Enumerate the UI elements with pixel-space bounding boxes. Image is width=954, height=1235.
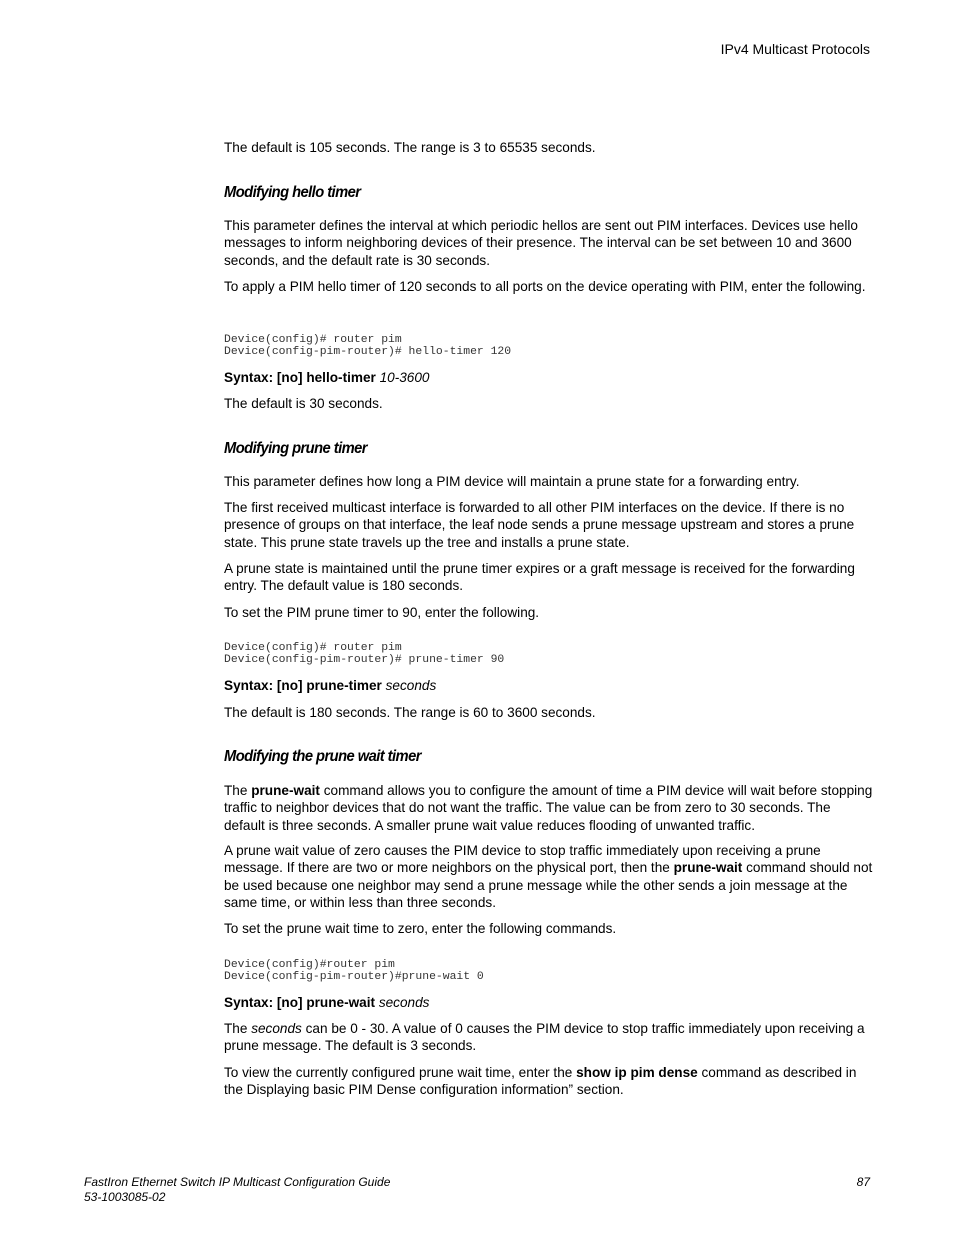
wait-paragraph-4	[224, 1020, 874, 1055]
page-number: 87	[856, 1175, 870, 1189]
wait-p5-text-a: To view the currently configured prune wait time, enter the	[224, 1065, 577, 1080]
wait-syntax-param: seconds	[378, 995, 430, 1010]
wait-p4-text-a: The	[224, 1021, 252, 1036]
footer-doc-number: 53-1003085-02	[84, 1190, 166, 1204]
prune-paragraph-1: This parameter defines how long a PIM device will maintain a prune state for a forwarding entry.	[224, 474, 800, 489]
hello-code-block: Device(config)# router pim Device(config-pim-router)# hello-timer 120	[224, 334, 512, 359]
wait-syntax	[224, 994, 429, 1011]
hello-default: The default is 30 seconds.	[224, 396, 383, 411]
wait-p1-text-c: command allows you to configure the amount of time a PIM device will wait before stopping traffic to neighbor devices that do not want the traffic. The value can be from zero to 30 seconds. The default is three seconds. A smaller prune wait value reduces flooding of unwanted traffic.	[224, 783, 873, 833]
wait-paragraph-2	[224, 842, 874, 911]
heading-prune-wait-timer: Modifying the prune wait timer	[224, 748, 421, 765]
wait-p4-param: seconds	[251, 1021, 302, 1036]
hello-syntax-command: Syntax: [no] hello-timer	[224, 370, 380, 385]
footer-title: FastIron Ethernet Switch IP Multicast Configuration Guide	[84, 1175, 391, 1189]
prune-syntax-param: seconds	[385, 678, 437, 693]
wait-p5-command: show ip pim dense	[576, 1065, 698, 1080]
hello-syntax-param: 10-3600	[379, 370, 430, 385]
heading-prune-timer: Modifying prune timer	[224, 440, 367, 457]
wait-p1-text-a: The	[224, 783, 252, 798]
wait-p2-command: prune-wait	[673, 860, 743, 876]
hello-paragraph-1: This parameter defines the interval at which periodic hellos are sent out PIM interfaces. Devices use hello messages to inform neighboring devices of their presence. The interval can be set between 10 and 3600 seconds, and the default rate is 30 seconds.	[224, 218, 858, 268]
prune-code-block: Device(config)# router pim Device(config-pim-router)# prune-timer 90	[224, 642, 505, 667]
wait-p4-text-c: can be 0 - 30. A value of 0 causes the PIM device to stop traffic immediately upon receiving a prune message. The default is 3 seconds.	[224, 1021, 865, 1054]
wait-p2-text-a: A prune wait value of zero causes the PIM device to stop traffic immediately upon receiving a prune message. If there are two or more neighbors on the physical port, then the	[224, 843, 821, 876]
wait-paragraph-5	[224, 1064, 874, 1099]
hello-paragraph-2: To apply a PIM hello timer of 120 seconds to all ports on the device operating with PIM, enter the following.	[224, 279, 866, 294]
wait-p1-command: prune-wait	[251, 783, 320, 798]
wait-code-block: Device(config)#router pim Device(config-pim-router)#prune-wait 0	[224, 959, 484, 984]
prune-paragraph-4: To set the PIM prune timer to 90, enter the following.	[224, 605, 540, 620]
wait-paragraph-1	[224, 782, 874, 834]
running-header: IPv4 Multicast Protocols	[720, 41, 870, 57]
heading-hello-timer: Modifying hello timer	[224, 184, 361, 201]
hello-syntax	[224, 369, 429, 386]
footer-doc-info	[84, 1175, 390, 1205]
prune-syntax-command: Syntax: [no] prune-timer	[224, 678, 386, 693]
prune-paragraph-2: The first received multicast interface is forwarded to all other PIM interfaces on the device. If there is no presence of groups on that interface, the leaf node sends a prune message upstream and stores a prune state. This prune state travels up the tree and installs a prune state.	[224, 500, 855, 550]
wait-syntax-command: Syntax: [no] prune-wait	[224, 995, 379, 1010]
wait-paragraph-3: To set the prune wait time to zero, enter the following commands.	[224, 921, 617, 936]
prune-syntax	[224, 677, 436, 694]
prune-default: The default is 180 seconds. The range is 60 to 3600 seconds.	[224, 705, 596, 720]
wait-p5-text-c: command as described in the Displaying basic PIM Dense configuration information” section.	[224, 1065, 857, 1098]
default-105-text: The default is 105 seconds. The range is 3 to 65535 seconds.	[224, 140, 596, 155]
prune-paragraph-3: A prune state is maintained until the prune timer expires or a graft message is received for the forwarding entry. The default value is 180 seconds.	[224, 561, 855, 594]
wait-p2-text-c: command should not be used because one neighbor may send a prune message while the other sends a join message at the same time, or within less than three seconds.	[224, 860, 873, 910]
